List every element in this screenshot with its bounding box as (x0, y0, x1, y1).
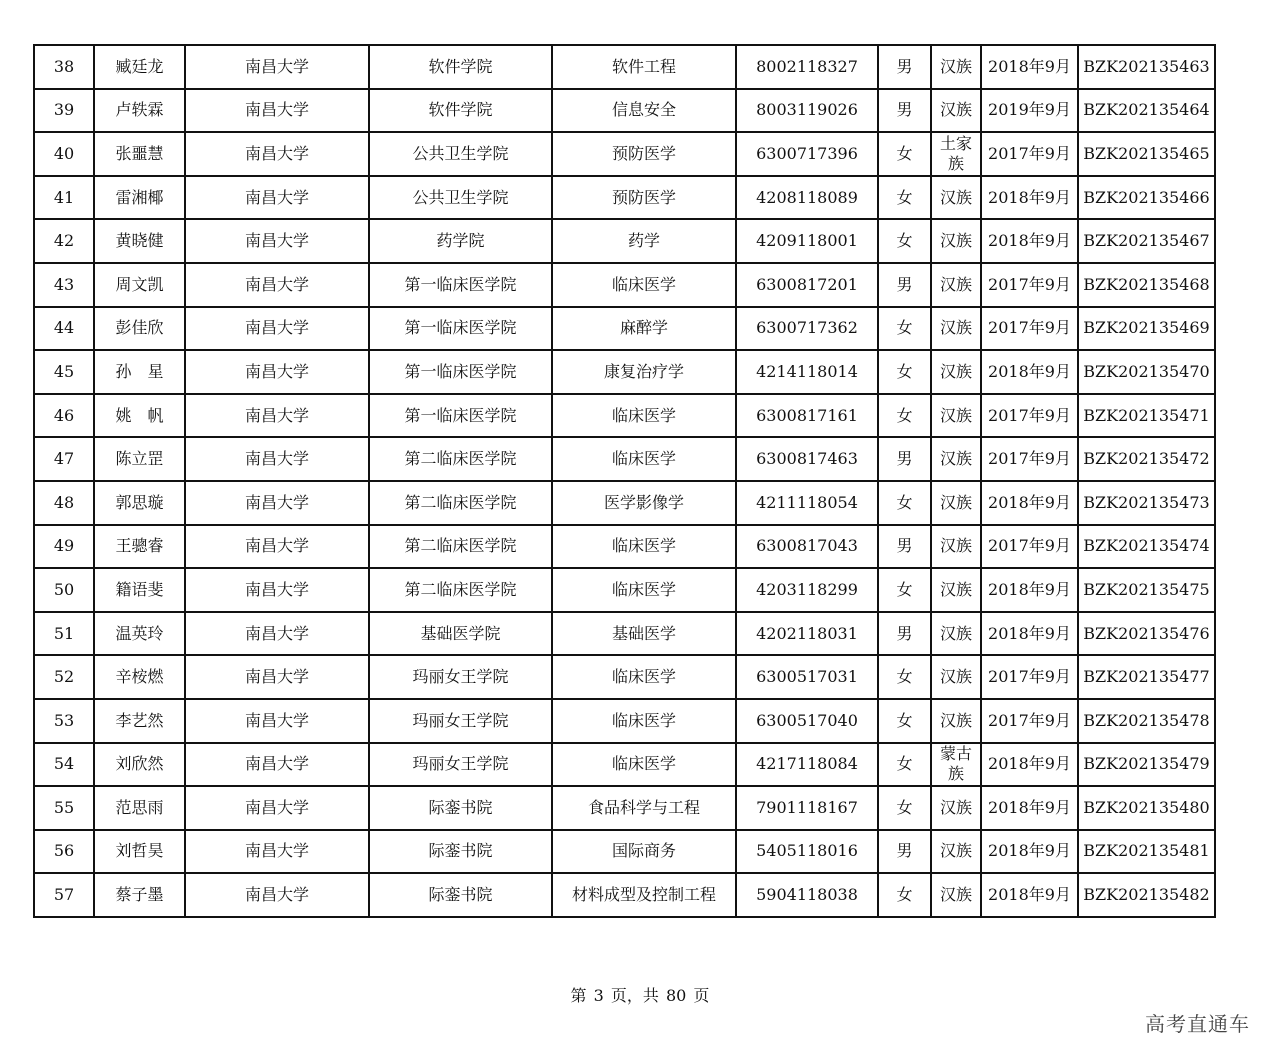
student-name-cell: 范思雨 (94, 786, 185, 830)
major-cell: 食品科学与工程 (552, 786, 736, 830)
college-cell: 际銮书院 (369, 786, 552, 830)
gender-cell: 女 (878, 699, 931, 743)
gender-cell: 男 (878, 89, 931, 133)
student-name-cell: 臧廷龙 (94, 45, 185, 89)
student-id-cell: 4209118001 (736, 219, 878, 263)
university-cell: 南昌大学 (185, 655, 369, 699)
college-cell: 软件学院 (369, 89, 552, 133)
student-name-cell: 温英玲 (94, 612, 185, 656)
student-name-cell: 黄晓健 (94, 219, 185, 263)
student-id-cell: 7901118167 (736, 786, 878, 830)
enrollment-date-cell: 2017年9月 (981, 437, 1078, 481)
gender-cell: 女 (878, 176, 931, 220)
student-name-cell: 郭思璇 (94, 481, 185, 525)
gender-cell: 女 (878, 568, 931, 612)
gender-cell: 女 (878, 743, 931, 787)
student-name-cell: 李艺然 (94, 699, 185, 743)
table-row (34, 743, 1215, 787)
table-row (34, 525, 1215, 569)
row-number-cell: 55 (34, 786, 94, 830)
enrollment-date-cell: 2017年9月 (981, 263, 1078, 307)
major-cell: 临床医学 (552, 437, 736, 481)
major-cell: 临床医学 (552, 699, 736, 743)
college-cell: 第二临床医学院 (369, 437, 552, 481)
row-number-cell: 57 (34, 873, 94, 917)
watermark-text: 高考直通车 (1145, 1012, 1250, 1036)
college-cell: 玛丽女王学院 (369, 699, 552, 743)
student-id-cell: 4211118054 (736, 481, 878, 525)
student-name-cell: 陈立罡 (94, 437, 185, 481)
ethnicity-cell: 汉族 (931, 873, 981, 917)
row-number-cell: 42 (34, 219, 94, 263)
roster-body (34, 45, 1215, 917)
student-id-cell: 4208118089 (736, 176, 878, 220)
student-id-cell: 6300717396 (736, 132, 878, 176)
student-name-cell: 籍语斐 (94, 568, 185, 612)
gender-cell: 女 (878, 307, 931, 351)
ethnicity-cell: 汉族 (931, 437, 981, 481)
row-number-cell: 39 (34, 89, 94, 133)
enrollment-date-cell: 2018年9月 (981, 873, 1078, 917)
ethnicity-cell: 蒙古族 (931, 743, 981, 787)
major-cell: 麻醉学 (552, 307, 736, 351)
college-cell: 公共卫生学院 (369, 176, 552, 220)
major-cell: 基础医学 (552, 612, 736, 656)
ethnicity-cell: 汉族 (931, 307, 981, 351)
student-id-cell: 4214118014 (736, 350, 878, 394)
gender-cell: 男 (878, 45, 931, 89)
record-code-cell: BZK202135463 (1078, 45, 1215, 89)
major-cell: 临床医学 (552, 655, 736, 699)
student-id-cell: 6300817463 (736, 437, 878, 481)
university-cell: 南昌大学 (185, 743, 369, 787)
record-code-cell: BZK202135473 (1078, 481, 1215, 525)
university-cell: 南昌大学 (185, 350, 369, 394)
major-cell: 临床医学 (552, 394, 736, 438)
row-number-cell: 45 (34, 350, 94, 394)
table-row (34, 612, 1215, 656)
university-cell: 南昌大学 (185, 263, 369, 307)
student-id-cell: 4217118084 (736, 743, 878, 787)
college-cell: 际銮书院 (369, 873, 552, 917)
gender-cell: 女 (878, 132, 931, 176)
record-code-cell: BZK202135481 (1078, 830, 1215, 874)
row-number-cell: 52 (34, 655, 94, 699)
row-number-cell: 54 (34, 743, 94, 787)
enrollment-date-cell: 2017年9月 (981, 525, 1078, 569)
record-code-cell: BZK202135471 (1078, 394, 1215, 438)
college-cell: 际銮书院 (369, 830, 552, 874)
record-code-cell: BZK202135477 (1078, 655, 1215, 699)
record-code-cell: BZK202135468 (1078, 263, 1215, 307)
ethnicity-cell: 土家族 (931, 132, 981, 176)
student-id-cell: 8002118327 (736, 45, 878, 89)
college-cell: 基础医学院 (369, 612, 552, 656)
university-cell: 南昌大学 (185, 481, 369, 525)
student-name-cell: 孙 星 (94, 350, 185, 394)
gender-cell: 女 (878, 786, 931, 830)
ethnicity-cell: 汉族 (931, 350, 981, 394)
ethnicity-cell: 汉族 (931, 699, 981, 743)
row-number-cell: 56 (34, 830, 94, 874)
college-cell: 第二临床医学院 (369, 525, 552, 569)
row-number-cell: 51 (34, 612, 94, 656)
row-number-cell: 43 (34, 263, 94, 307)
student-id-cell: 4203118299 (736, 568, 878, 612)
gender-cell: 男 (878, 437, 931, 481)
student-name-cell: 张噩慧 (94, 132, 185, 176)
student-id-cell: 6300817201 (736, 263, 878, 307)
row-number-cell: 41 (34, 176, 94, 220)
university-cell: 南昌大学 (185, 176, 369, 220)
gender-cell: 男 (878, 525, 931, 569)
table-row (34, 655, 1215, 699)
ethnicity-cell: 汉族 (931, 525, 981, 569)
record-code-cell: BZK202135472 (1078, 437, 1215, 481)
row-number-cell: 53 (34, 699, 94, 743)
enrollment-date-cell: 2018年9月 (981, 350, 1078, 394)
ethnicity-cell: 汉族 (931, 394, 981, 438)
college-cell: 软件学院 (369, 45, 552, 89)
enrollment-date-cell: 2017年9月 (981, 394, 1078, 438)
gender-cell: 男 (878, 830, 931, 874)
row-number-cell: 48 (34, 481, 94, 525)
college-cell: 药学院 (369, 219, 552, 263)
table-row (34, 394, 1215, 438)
enrollment-date-cell: 2018年9月 (981, 568, 1078, 612)
table-row (34, 481, 1215, 525)
ethnicity-cell: 汉族 (931, 568, 981, 612)
student-id-cell: 6300817161 (736, 394, 878, 438)
record-code-cell: BZK202135475 (1078, 568, 1215, 612)
major-cell: 临床医学 (552, 525, 736, 569)
gender-cell: 女 (878, 219, 931, 263)
university-cell: 南昌大学 (185, 437, 369, 481)
student-name-cell: 王骢睿 (94, 525, 185, 569)
student-name-cell: 卢轶霖 (94, 89, 185, 133)
row-number-cell: 49 (34, 525, 94, 569)
university-cell: 南昌大学 (185, 394, 369, 438)
major-cell: 材料成型及控制工程 (552, 873, 736, 917)
student-id-cell: 6300517040 (736, 699, 878, 743)
university-cell: 南昌大学 (185, 786, 369, 830)
university-cell: 南昌大学 (185, 612, 369, 656)
college-cell: 玛丽女王学院 (369, 655, 552, 699)
row-number-cell: 47 (34, 437, 94, 481)
gender-cell: 女 (878, 481, 931, 525)
record-code-cell: BZK202135469 (1078, 307, 1215, 351)
major-cell: 药学 (552, 219, 736, 263)
student-id-cell: 4202118031 (736, 612, 878, 656)
table-row (34, 350, 1215, 394)
ethnicity-cell: 汉族 (931, 89, 981, 133)
row-number-cell: 46 (34, 394, 94, 438)
table-row (34, 263, 1215, 307)
table-row (34, 219, 1215, 263)
student-name-cell: 周文凯 (94, 263, 185, 307)
university-cell: 南昌大学 (185, 699, 369, 743)
enrollment-date-cell: 2018年9月 (981, 45, 1078, 89)
record-code-cell: BZK202135479 (1078, 743, 1215, 787)
college-cell: 第二临床医学院 (369, 568, 552, 612)
gender-cell: 女 (878, 394, 931, 438)
table-row (34, 437, 1215, 481)
ethnicity-cell: 汉族 (931, 655, 981, 699)
enrollment-date-cell: 2018年9月 (981, 612, 1078, 656)
student-name-cell: 姚 帆 (94, 394, 185, 438)
major-cell: 临床医学 (552, 568, 736, 612)
gender-cell: 男 (878, 263, 931, 307)
enrollment-date-cell: 2017年9月 (981, 307, 1078, 351)
record-code-cell: BZK202135466 (1078, 176, 1215, 220)
ethnicity-cell: 汉族 (931, 786, 981, 830)
enrollment-date-cell: 2018年9月 (981, 176, 1078, 220)
record-code-cell: BZK202135474 (1078, 525, 1215, 569)
gender-cell: 女 (878, 655, 931, 699)
university-cell: 南昌大学 (185, 830, 369, 874)
student-id-cell: 6300717362 (736, 307, 878, 351)
enrollment-date-cell: 2017年9月 (981, 132, 1078, 176)
ethnicity-cell: 汉族 (931, 263, 981, 307)
college-cell: 第一临床医学院 (369, 394, 552, 438)
student-id-cell: 6300817043 (736, 525, 878, 569)
major-cell: 国际商务 (552, 830, 736, 874)
table-row (34, 699, 1215, 743)
student-name-cell: 彭佳欣 (94, 307, 185, 351)
student-id-cell: 5405118016 (736, 830, 878, 874)
college-cell: 第一临床医学院 (369, 307, 552, 351)
major-cell: 预防医学 (552, 132, 736, 176)
table-row (34, 873, 1215, 917)
record-code-cell: BZK202135476 (1078, 612, 1215, 656)
university-cell: 南昌大学 (185, 89, 369, 133)
university-cell: 南昌大学 (185, 307, 369, 351)
university-cell: 南昌大学 (185, 525, 369, 569)
enrollment-date-cell: 2017年9月 (981, 699, 1078, 743)
university-cell: 南昌大学 (185, 132, 369, 176)
record-code-cell: BZK202135464 (1078, 89, 1215, 133)
ethnicity-cell: 汉族 (931, 830, 981, 874)
record-code-cell: BZK202135478 (1078, 699, 1215, 743)
ethnicity-cell: 汉族 (931, 481, 981, 525)
table-row (34, 89, 1215, 133)
table-row (34, 176, 1215, 220)
college-cell: 第二临床医学院 (369, 481, 552, 525)
enrollment-date-cell: 2018年9月 (981, 481, 1078, 525)
row-number-cell: 44 (34, 307, 94, 351)
student-name-cell: 刘欣然 (94, 743, 185, 787)
major-cell: 软件工程 (552, 45, 736, 89)
major-cell: 信息安全 (552, 89, 736, 133)
table-row (34, 132, 1215, 176)
ethnicity-cell: 汉族 (931, 176, 981, 220)
enrollment-date-cell: 2018年9月 (981, 830, 1078, 874)
student-name-cell: 辛桉燃 (94, 655, 185, 699)
university-cell: 南昌大学 (185, 45, 369, 89)
college-cell: 玛丽女王学院 (369, 743, 552, 787)
gender-cell: 男 (878, 612, 931, 656)
enrollment-date-cell: 2017年9月 (981, 655, 1078, 699)
record-code-cell: BZK202135465 (1078, 132, 1215, 176)
enrollment-date-cell: 2018年9月 (981, 786, 1078, 830)
major-cell: 临床医学 (552, 743, 736, 787)
student-name-cell: 蔡子墨 (94, 873, 185, 917)
table-row (34, 830, 1215, 874)
student-roster-table (33, 44, 1216, 918)
student-name-cell: 雷湘椰 (94, 176, 185, 220)
college-cell: 公共卫生学院 (369, 132, 552, 176)
table-row (34, 45, 1215, 89)
enrollment-date-cell: 2018年9月 (981, 219, 1078, 263)
university-cell: 南昌大学 (185, 219, 369, 263)
table-row (34, 307, 1215, 351)
record-code-cell: BZK202135470 (1078, 350, 1215, 394)
student-name-cell: 刘哲昊 (94, 830, 185, 874)
record-code-cell: BZK202135482 (1078, 873, 1215, 917)
university-cell: 南昌大学 (185, 873, 369, 917)
ethnicity-cell: 汉族 (931, 45, 981, 89)
major-cell: 医学影像学 (552, 481, 736, 525)
major-cell: 临床医学 (552, 263, 736, 307)
row-number-cell: 40 (34, 132, 94, 176)
ethnicity-cell: 汉族 (931, 219, 981, 263)
ethnicity-cell: 汉族 (931, 612, 981, 656)
college-cell: 第一临床医学院 (369, 263, 552, 307)
university-cell: 南昌大学 (185, 568, 369, 612)
gender-cell: 女 (878, 873, 931, 917)
major-cell: 康复治疗学 (552, 350, 736, 394)
record-code-cell: BZK202135480 (1078, 786, 1215, 830)
record-code-cell: BZK202135467 (1078, 219, 1215, 263)
student-id-cell: 6300517031 (736, 655, 878, 699)
gender-cell: 女 (878, 350, 931, 394)
enrollment-date-cell: 2019年9月 (981, 89, 1078, 133)
page-number-footer: 第 3 页，共 80 页 (570, 986, 710, 1005)
major-cell: 预防医学 (552, 176, 736, 220)
college-cell: 第一临床医学院 (369, 350, 552, 394)
table-row (34, 786, 1215, 830)
row-number-cell: 38 (34, 45, 94, 89)
table-row (34, 568, 1215, 612)
enrollment-date-cell: 2018年9月 (981, 743, 1078, 787)
student-id-cell: 5904118038 (736, 873, 878, 917)
student-id-cell: 8003119026 (736, 89, 878, 133)
row-number-cell: 50 (34, 568, 94, 612)
